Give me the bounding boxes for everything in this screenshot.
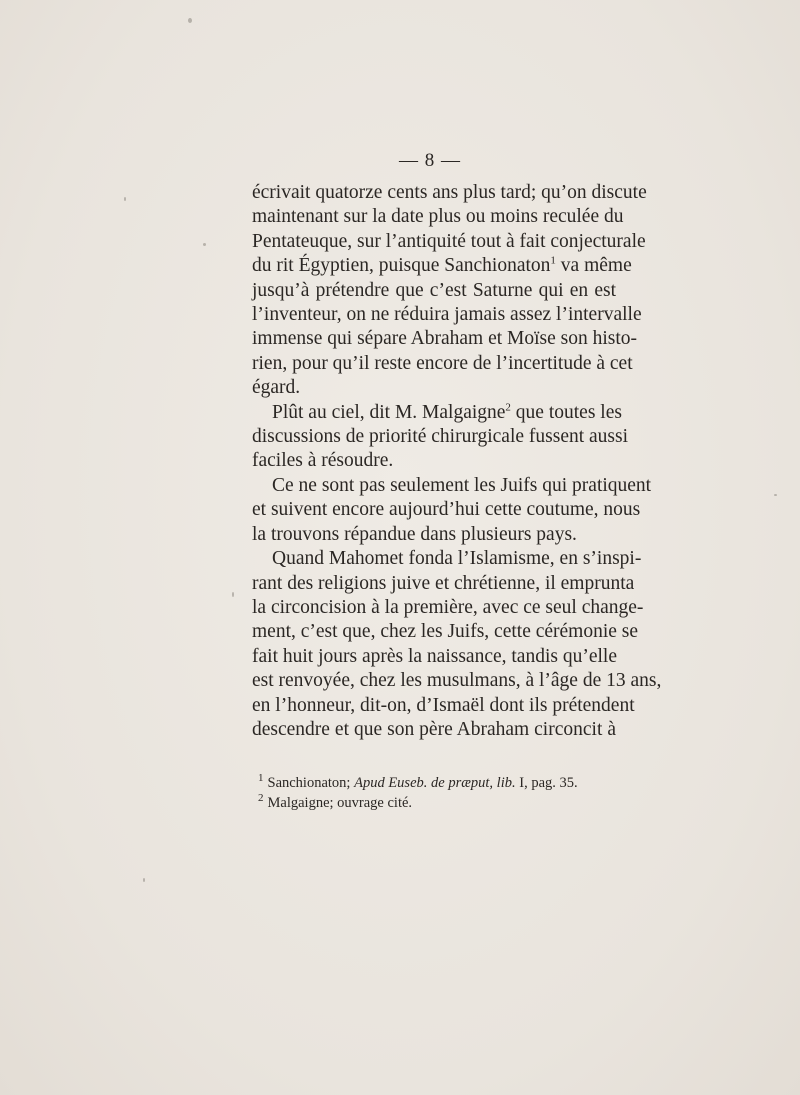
text-line: fait huit jours après la naissance, tandis qu’elle <box>252 645 617 667</box>
text-line: est renvoyée, chez les musulmans, à l’âge de 13 ans, <box>252 670 662 692</box>
paper-speck <box>203 243 206 246</box>
paragraph-1 <box>252 181 647 401</box>
text-line: rien, pour qu’il reste encore de l’incertitude à cet <box>252 352 633 374</box>
text-line: et suivent encore aujourd’hui cette coutume, nous <box>252 499 641 521</box>
body-text <box>252 181 662 742</box>
text-line: Quand Mahomet fonda l’Islamisme, en s’inspi- <box>272 548 642 570</box>
text-line: immense qui sépare Abraham et Moïse son histo- <box>252 328 638 350</box>
footnote-mark: 1 <box>258 772 264 785</box>
footnote-1 <box>258 773 618 793</box>
footnote-2 <box>258 793 618 813</box>
text-line: l’inventeur, on ne réduira jamais assez l’intervalle <box>252 304 642 326</box>
text-line-with-footnote-ref <box>252 401 622 425</box>
footnote-text: Malgaigne; ouvrage cité. <box>267 795 413 811</box>
footnotes <box>258 773 618 813</box>
text-line: ment, c’est que, chez les Juifs, cette cérémonie se <box>252 621 639 643</box>
text-line-with-footnote-ref <box>252 254 632 278</box>
text-line-part: que toutes les <box>510 401 622 423</box>
paragraph-2 <box>252 401 629 474</box>
text-line: discussions de priorité chirurgicale fussent aussi <box>252 426 629 448</box>
paper-speck <box>188 18 192 23</box>
footnote-mark: 2 <box>258 792 264 805</box>
paragraph-3 <box>252 474 652 547</box>
text-line-part: va même <box>555 255 632 277</box>
text-line-part: du rit Égyptien, puisque Sanchionaton <box>252 255 551 277</box>
paper-speck <box>143 878 145 882</box>
text-line: rant des religions juive et chrétienne, il emprunta <box>252 572 635 594</box>
paragraph-4 <box>252 547 662 742</box>
text-line: descendre et que son père Abraham circoncit à <box>252 718 616 740</box>
text-line-part: Plût au ciel, dit M. Malgaigne <box>272 401 506 423</box>
text-line: la circoncision à la première, avec ce seul change- <box>252 596 644 618</box>
footnote-italic-text: Apud Euseb. de præput, lib. <box>354 775 516 791</box>
text-line: en l’honneur, dit-on, d’Ismaël dont ils prétendent <box>252 694 635 716</box>
footnote-ref-1[interactable]: 1 <box>550 254 556 267</box>
text-line: Pentateuque, sur l’antiquité tout à fait conjecturale <box>252 230 646 252</box>
page-number: — 8 — <box>399 150 461 171</box>
footnote-text: Sanchionaton; <box>267 775 355 791</box>
text-line: égard. <box>252 377 301 399</box>
text-line: jusqu’à prétendre que c’est Saturne qui en est <box>252 279 616 301</box>
text-line: Ce ne sont pas seulement les Juifs qui pratiquent <box>272 474 652 496</box>
text-line: écrivait quatorze cents ans plus tard; qu’on discute <box>252 182 647 203</box>
text-line: faciles à résoudre. <box>252 450 394 472</box>
text-line: la trouvons répandue dans plusieurs pays. <box>252 523 577 545</box>
footnote-text-tail: I, pag. 35. <box>515 775 578 791</box>
paper-speck <box>232 592 234 597</box>
text-line: maintenant sur la date plus ou moins reculée du <box>252 206 624 228</box>
paper-speck <box>774 494 777 496</box>
paper-speck <box>124 197 126 201</box>
footnote-ref-2[interactable]: 2 <box>505 401 511 414</box>
